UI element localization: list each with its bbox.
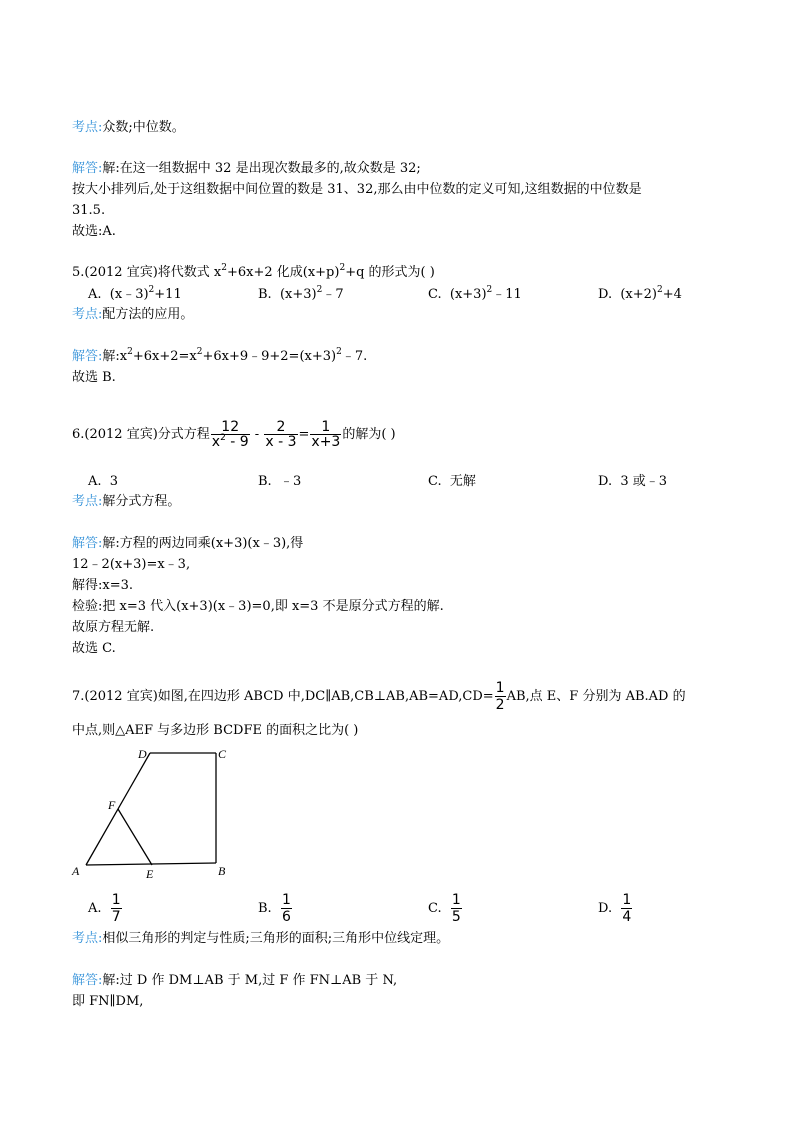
minus-sign: - [254,427,260,442]
q5-sol-a: 解:x [102,349,128,364]
den-base: x [211,434,221,450]
q5-option-c [428,286,522,304]
option-base: (x+2) [620,287,657,302]
q5-sol-c: +6x+9﹣9+2=(x+3) [202,349,337,364]
q5-sol-d: ﹣7. [341,349,368,364]
point-label-a: A [72,864,80,878]
fraction-numerator: 1 [111,892,121,908]
option-letter: C. [428,474,442,489]
jieda-label: 解答: [72,349,103,364]
fraction-numerator: 1 [495,680,505,696]
fraction-numerator: 12 [221,419,240,435]
kaodian-label: 考点: [72,494,103,509]
q4-sol-3: 31.5. [72,203,106,218]
q7-kaodian-text: 相似三角形的判定与性质;三角形的面积;三角形中位线定理。 [102,931,450,946]
q6-sol-5: 故原方程无解. [72,620,155,635]
option-tail: +4 [662,287,682,302]
q4-solution-line-1 [72,160,421,178]
point-label-f: F [108,798,116,812]
q7-figure [70,745,240,880]
fraction-denominator: x+3 [311,434,341,450]
q7-option-a [88,891,123,927]
kaodian-label: 考点: [72,307,103,322]
q7-stem-a: 7.(2012 宜宾)如图,在四边形 ABCD 中,DC∥AB,CB⊥AB,AB=AD,CD= [72,689,494,704]
q6-sol-6: 故选 C. [72,641,116,656]
fraction-denominator: x - 3 [265,434,297,450]
q4-kaodian-line [72,119,185,137]
point-label-c: C [218,747,227,761]
q4-kaodian-text: 众数;中位数。 [102,120,185,135]
q5-kaodian-text: 配方法的应用。 [102,307,194,322]
option-base: (x+3) [279,287,317,302]
option-letter: B. [258,901,272,916]
q5-stem-a: 5.(2012 宜宾)将代数式 x [72,265,222,280]
option-letter: A. [88,287,102,302]
q6-fraction-2 [264,420,297,449]
sup: 2 [148,285,155,295]
q5-option-b [258,286,344,304]
den-tail: - 9 [225,434,249,450]
q5-stem [72,264,435,282]
q7-sol-1: 解:过 D 作 DM⊥AB 于 M,过 F 作 FN⊥AB 于 N, [102,973,398,988]
fraction-numerator: 1 [451,892,461,908]
fraction-denominator: 7 [111,909,121,925]
point-label-d: D [138,747,147,761]
option-tail: ﹣7 [322,287,344,302]
q6-sol-3: 解得:x=3. [72,578,134,593]
q5-conclusion: 故选 B. [72,370,116,385]
jieda-label: 解答: [72,536,103,551]
q7-stem-line-2: 中点,则△AEF 与多边形 BCDFE 的面积之比为( ) [72,723,359,738]
q6-fraction-3 [310,420,341,449]
point-label-b: B [218,864,226,878]
q6-kaodian-text: 解分式方程。 [102,494,181,509]
option-text: 无解 [449,474,476,489]
fraction-numerator: 2 [276,419,286,435]
q4-sol-2: 按大小排列后,处于这组数据中间位置的数是 31、32,那么由中位数的定义可知,这组数据的中位数是 [72,182,642,197]
fraction-numerator: 1 [281,892,291,908]
q7-option-d [598,891,633,927]
fraction-denominator: 4 [622,909,632,925]
equals-sign: = [298,427,310,442]
option-base: (x﹣3) [109,287,149,302]
option-tail: ﹣11 [492,287,522,302]
q6-sol-2: 12﹣2(x+3)=x﹣3, [72,557,191,572]
q7-option-b [258,891,293,927]
option-fraction [281,892,292,925]
sup: 2 [221,263,227,273]
q4-sol-4: 故选:A. [72,224,116,239]
sup: 2 [127,347,133,357]
kaodian-label: 考点: [72,931,103,946]
q5-stem-b: +6x+2 化成(x+p) [226,265,340,280]
segment-fe [118,809,152,865]
q5-sol-b: +6x+2=x [132,349,197,364]
fraction-denominator: 6 [281,909,291,925]
option-fraction [111,892,122,925]
sup: 2 [339,263,346,273]
q6-option-b [258,473,301,491]
q6-sol-1: 解:方程的两边同乘(x+3)(x﹣3),得 [102,536,304,551]
q6-stem-prefix: 6.(2012 宜宾)分式方程 [72,427,210,442]
option-letter: B. [258,287,272,302]
option-base: (x+3) [449,287,487,302]
jieda-label: 解答: [72,973,103,988]
kaodian-label: 考点: [72,120,103,135]
q7-sol-2: 即 FN∥DM, [72,994,144,1009]
fraction-numerator: 1 [321,419,331,435]
option-text: 3 或﹣3 [620,474,668,489]
fraction-denominator: 2 [495,697,505,713]
q5-kaodian-line [72,306,193,324]
option-letter: D. [598,287,613,302]
option-text: ﹣3 [279,474,302,489]
q6-stem-suffix: 的解为( ) [342,427,396,442]
option-letter: A. [88,901,102,916]
sup: 2 [220,433,226,443]
q7-stem-line-1 [72,680,686,714]
option-letter: B. [258,474,272,489]
q5-solution-line [72,348,367,366]
q6-kaodian-line [72,493,180,511]
q6-option-c [428,473,476,491]
option-letter: D. [598,474,613,489]
q6-solution-line-1 [72,535,303,553]
option-letter: A. [88,474,102,489]
jieda-label: 解答: [72,161,103,176]
q6-stem [72,418,396,452]
q5-option-d [598,286,682,304]
sup: 2 [336,347,342,357]
point-label-e: E [146,867,154,880]
sup: 2 [316,285,323,295]
q7-option-c [428,891,463,927]
option-letter: C. [428,287,442,302]
q6-fraction-1 [211,420,250,449]
option-fraction [451,892,462,925]
sup: 2 [196,347,203,357]
q7-half-fraction [495,680,506,713]
fraction-denominator: 5 [451,909,461,925]
q5-option-a [88,286,182,304]
q6-sol-4: 检验:把 x=3 代入(x+3)(x﹣3)=0,即 x=3 不是原分式方程的解. [72,599,444,614]
q7-stem-b: AB,点 E、F 分别为 AB.AD 的 [506,689,686,704]
q5-stem-c: +q 的形式为( ) [345,265,435,280]
q6-option-d [598,473,667,491]
q6-option-a [88,473,118,491]
option-tail: +11 [154,287,182,302]
sup: 2 [486,285,493,295]
q4-sol-1: 解:在这一组数据中 32 是出现次数最多的,故众数是 32; [102,161,421,176]
option-text: 3 [109,474,119,489]
option-fraction [621,892,632,925]
option-letter: C. [428,901,442,916]
fraction-numerator: 1 [622,892,632,908]
fraction-denominator [211,434,250,449]
sup: 2 [657,285,663,295]
q7-kaodian-line [72,930,449,948]
q7-solution-line-1 [72,972,397,990]
option-letter: D. [598,901,613,916]
